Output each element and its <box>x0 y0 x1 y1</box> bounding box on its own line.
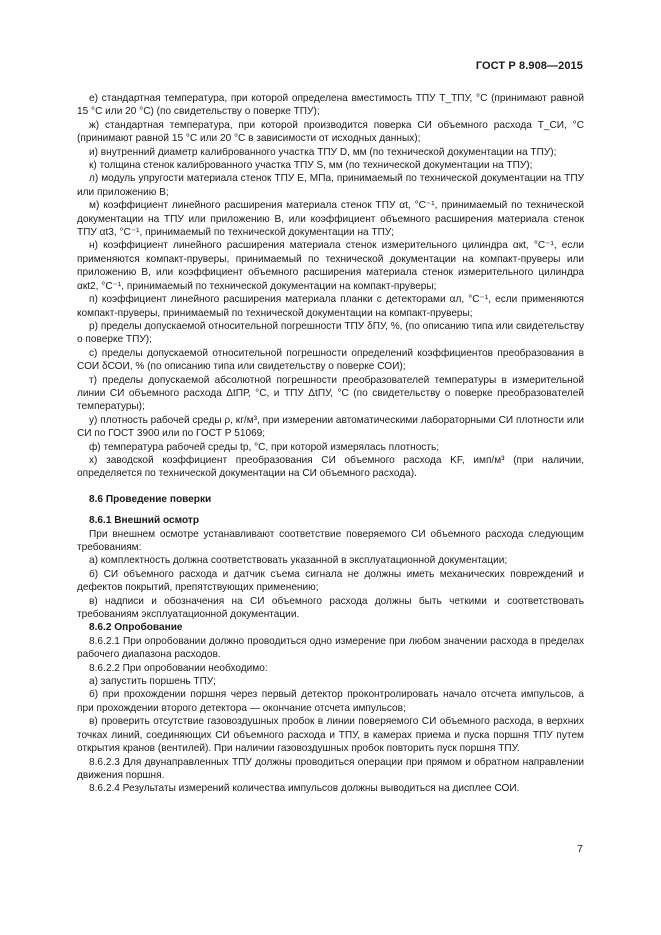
list-item: н) коэффициент линейного расширения материала стенок измерительного цилиндра αкt, °С⁻¹, если применяются компакт-пруверы, принимаемый по технической документации на компакт-пруверы или приложению В, или коэффициент объемного расширения материала стенок измерительного цилиндра αкt2, °С⁻¹, принимаемый по технической документации на компакт-пруверы; <box>77 240 584 292</box>
list-item: р) пределы допускаемой относительной погрешности ТПУ δПУ, %, (по описанию типа или свидетельству о поверке ТПУ); <box>77 320 584 346</box>
list-item: а) комплектность должна соответствовать указанной в эксплуатационной документации; <box>89 555 508 567</box>
list-item: в) проверить отсутствие газовоздушных пробок в линии поверяемого СИ объемного расхода, в верхних точках линий, соединяющих СИ объемного расхода и ТПУ, в камерах приема и пуска поршня ТПУ путем открытия кранов (вентилей). При наличии газовоздушных пробок повторить пуск поршня ТПУ. <box>77 716 584 755</box>
list-item: с) пределы допускаемой относительной погрешности определений коэффициентов преобразования в СОИ δСОИ, % (по описанию типа или свидетельству о поверке СОИ); <box>77 347 584 373</box>
list-item: б) при прохождении поршня через первый детектор проконтролировать начало отсчета импульсов, а при прохождении второго детектора — окончание отсчета импульсов; <box>77 689 584 714</box>
paragraph: 8.6.2.2 При опробовании необходимо: <box>89 662 268 674</box>
list-item: п) коэффициент линейного расширения материала планки с детекторами αл, °С⁻¹, если применяются компакт-пруверы, принимаемый по технической документации на компакт-пруверы; <box>77 294 584 319</box>
paragraph: 8.6.2.3 Для двунаправленных ТПУ должны проводиться операции при прямом и обратном направлении движения поршня. <box>77 756 584 781</box>
list-item: и) внутренний диаметр калиброванного участка ТПУ D, мм (по технической документации на ТПУ); <box>89 146 557 158</box>
document-id: ГОСТ Р 8.908—2015 <box>475 60 583 72</box>
list-item: е) стандартная температура, при которой определена вместимость ТПУ T_ТПУ, °С (принимают равной 15 °С или 20 °С) (по свидетельству о поверке ТПУ); <box>77 93 584 118</box>
list-item: а) запустить поршень ТПУ; <box>89 676 216 688</box>
list-item: в) надписи и обозначения на СИ объемного расхода должны быть четкими и соответствовать требованиям эксплуатационной документации. <box>77 595 584 621</box>
list-item: ф) температура рабочей среды tр, °С, при которой измерялась плотность; <box>89 441 440 453</box>
paragraph: 8.6.2.4 Результаты измерений количества импульсов должны выводиться на дисплее СОИ. <box>89 783 520 795</box>
list-item: л) модуль упругости материала стенок ТПУ E, МПа, принимаемый по технической документации на ТПУ или приложению В; <box>77 173 584 198</box>
list-item: м) коэффициент линейного расширения материала стенок ТПУ αt, °С⁻¹, принимаемый по технической документации на ТПУ или приложению В, или коэффициент объемного расширения материала стенок ТПУ αt3, °С⁻¹, принимаемый по технической документации на ТПУ; <box>77 200 584 239</box>
list-item: к) толщина стенок калиброванного участка ТПУ S, мм (по технической документации на ТПУ); <box>89 160 533 172</box>
subsection-heading <box>77 514 584 527</box>
section-heading <box>77 493 584 506</box>
list-item: ж) стандартная температура, при которой производится поверка СИ объемного расхода T_СИ, °С (принимают равной 15 °С или 20 °С в зависимости от исходных данных); <box>77 119 584 145</box>
list-item: х) заводской коэффициент преобразования СИ объемного расхода KF, имп/м³ (при наличии, определяется по технической документации на СИ объемного расхода). <box>77 454 584 480</box>
list-item: т) пределы допускаемой абсолютной погрешности преобразователей температуры в измерительной линии СИ объемного расхода ΔtПР, °С, и ТПУ ΔtПУ, °С (по свидетельству о поверке преобразователей температуры); <box>77 374 584 413</box>
paragraph: 8.6.2.1 При опробовании должно проводиться одно измерение при любом значении расхода в пределах рабочего диапазона расходов. <box>77 635 584 661</box>
list-item: у) плотность рабочей среды ρ, кг/м³, при измерении автоматическими лабораторными СИ плотности или СИ по ГОСТ 3900 или по ГОСТ Р 51069; <box>77 414 584 440</box>
page-content <box>77 92 584 796</box>
section-86-title: 8.6 Проведение поверки <box>89 493 212 505</box>
section-862-title: 8.6.2 Опробование <box>89 622 183 634</box>
paragraph: При внешнем осмотре устанавливают соответствие поверяемого СИ объемного расхода следующим требованиям: <box>77 528 584 553</box>
list-item: б) СИ объемного расхода и датчик съема сигнала не должны иметь механических повреждений и дефектов покрытий, препятствующих применению; <box>77 568 584 594</box>
section-861-title: 8.6.1 Внешний осмотр <box>89 515 199 527</box>
page-number: 7 <box>577 843 583 855</box>
subsection-heading <box>77 621 584 634</box>
